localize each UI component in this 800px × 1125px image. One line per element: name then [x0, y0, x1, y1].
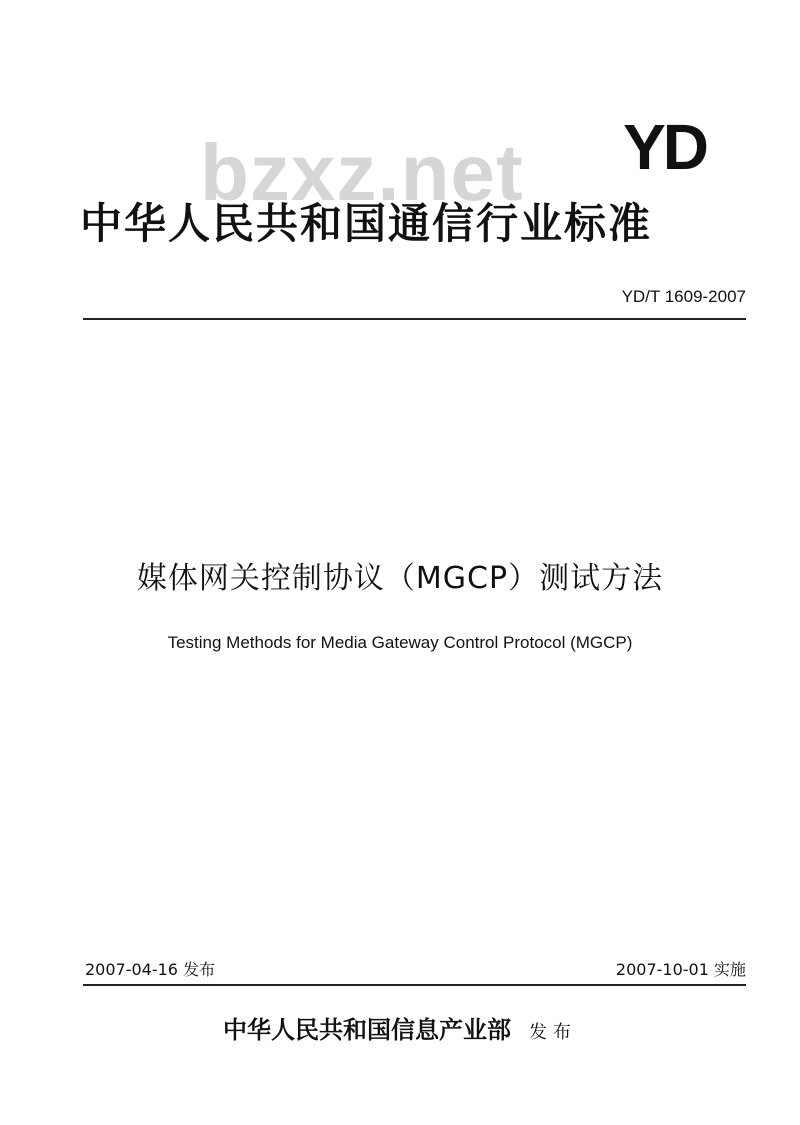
- issuer-line: [80, 1012, 720, 1048]
- top-divider: [83, 318, 746, 320]
- yd-logo: YD: [623, 111, 706, 183]
- document-title-chinese: 媒体网关控制协议（MGCP）测试方法: [136, 561, 664, 596]
- document-title-english: Testing Methods for Media Gateway Control Protocol (MGCP): [167, 633, 633, 652]
- effective-date: 2007-10-01 实施: [615, 960, 746, 979]
- issuer-name: 中华人民共和国信息产业部: [223, 1015, 511, 1044]
- issue-label: 发布: [529, 1022, 577, 1043]
- release-date: 2007-04-16 发布: [85, 960, 216, 979]
- standard-title: 中华人民共和国通信行业标准: [80, 199, 653, 248]
- bottom-divider: [83, 984, 746, 986]
- watermark: bzxz.net: [200, 128, 524, 217]
- standard-number: YD/T 1609-2007: [621, 287, 746, 306]
